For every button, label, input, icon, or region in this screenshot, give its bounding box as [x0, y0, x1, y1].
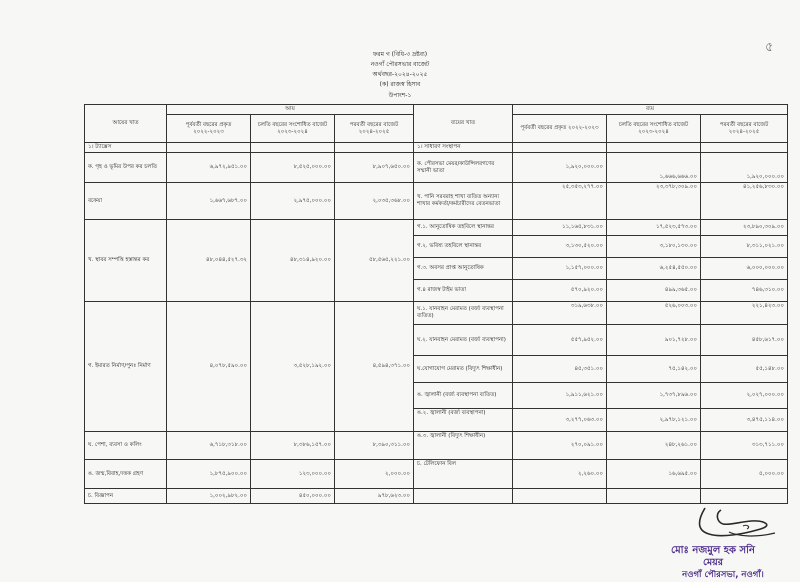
income-revised: ৮,৩৮৬,১৫৭.০০ — [251, 432, 335, 460]
expense-next: ৮,৩১১,০২১.০০ — [701, 236, 788, 258]
income-next: ২,০০০.০০ — [335, 460, 414, 489]
table-row — [85, 460, 788, 489]
expense-label: ক. পৌরসভা মেয়র/কাউন্সিলরগণের সম্মানী ভাতা — [414, 153, 513, 183]
expense-revised: ৫২৬,০০৩.০০ — [607, 302, 701, 325]
income-next: ৯৭৮,৬২৩.০০ — [335, 489, 414, 504]
income-revised: ৩,৫২৮,১৯২.০০ — [251, 302, 335, 432]
expense-revised: ৯০১,৭২৮.০০ — [607, 325, 701, 356]
budget-table — [84, 104, 788, 504]
income-next: ২,০৩৫,৩৬৮.০০ — [335, 183, 414, 220]
income-label: চ. বিজ্ঞাপন — [85, 489, 167, 504]
account-title: (ক) রাজস্ব হিসাব — [379, 81, 421, 88]
income-revised: ৪৮,৩১৪,৯২০.০০ — [251, 220, 335, 302]
income-label: ক. গৃহ ও ভূমির উপর কর চলতি — [85, 153, 167, 183]
expense-next: ৬,০০০,০০০.০০ — [701, 258, 788, 280]
expense-next: ৪১,২৫৬,৮৩০.০০ — [701, 183, 788, 220]
expense-next: ১,৯২০,০০০.০০ — [701, 153, 788, 183]
col-inc-next: পরবর্তী বছরের বাজেট ২০২৪-২০২৫ — [335, 115, 414, 143]
income-label: ঙ. জন্ম,বিবাহ,দত্তক গ্রহণ — [85, 460, 167, 489]
income-revised: ২,৯৭৫,০০০.০০ — [251, 183, 335, 220]
expense-label: খ. পানি সরবরাহ শাখা ব্যতিত অন্যান্য শাখার কর্মকর্তা/কর্মচারীদের বেতনভাতা — [414, 183, 513, 220]
expense-actual: ৩,২৭৭,০৬৩.০০ — [513, 409, 607, 432]
table-row — [85, 432, 788, 460]
col-exp-next: পরবর্তী বছরের বাজেট ২০২৪-২০২৫ — [701, 115, 788, 143]
part-title: উপাংশ-১ — [388, 92, 412, 99]
expense-actual: ২৫,৩৫৩,২৭৭.০০ — [513, 183, 607, 220]
expense-label: ঘ.যোগাযোগ মেরামত (বিদ্যুৎ শিক্ষাধীন) — [414, 356, 513, 383]
income-next: ৮,৯০৭,৬৫০.০০ — [335, 153, 414, 183]
income-actual: ১,০০২,৯৮২.০০ — [167, 489, 251, 504]
expense-label: ঙ.২. জ্বালানী (বর্জ্য ব্যবস্থাপনা) — [414, 409, 513, 432]
expense-section-label: ১। সাধারণ সংস্থাপন — [414, 143, 513, 153]
col-inc-actual: পূর্ববর্তী বছরের প্রকৃত ২০২২-২০২৩ — [167, 115, 251, 143]
income-actual: ৪৮,০৪৪,৫২৭.৩২ — [167, 220, 251, 302]
income-actual: ৬,৭১৮,৩১৮.০০ — [167, 432, 251, 460]
expense-actual: ৫৭০,৯২০.০০ — [513, 280, 607, 302]
income-label: বকেয়া — [85, 183, 167, 220]
expense-label: ঘ.২. যানবাহন মেরামত (বর্জ্য ব্যবস্থাপনা) — [414, 325, 513, 356]
expense-revised: ৪৯৯,৩৬৫.০০ — [607, 280, 701, 302]
expense-revised: ১৬,৬৯৫.০০ — [607, 460, 701, 489]
income-label: খ. স্থাবর সম্পত্তি হস্তান্তর কর — [85, 220, 167, 302]
expense-revised: ২৪৮,২৬১.০০ — [607, 432, 701, 460]
col-exp-actual: পূর্ববর্তী বছরের প্রকৃত ২০২২-২০২৩ — [513, 115, 607, 143]
income-actual: ৬,৯৭২,৯৫১.০০ — [167, 153, 251, 183]
expense-actual: ১১,১৬৫,৮৩১.০০ — [513, 220, 607, 236]
expense-label: ঙ. জ্বালানী (বর্জ্য ব্যবস্থাপনা ব্যতিত) — [414, 383, 513, 409]
expense-label: গ.৪ রাজস্ব টাইম ভাতা — [414, 280, 513, 302]
expense-revised: ১৭,৫২৩,৫৭৩.০০ — [607, 220, 701, 236]
col-exp-revised: চলতি বছরের সংশোধিত বাজেট ২০২৩-২০২৪ — [607, 115, 701, 143]
expense-next: ২২১,৪২৩.০০ — [701, 302, 788, 325]
expense-next: ২,০২৭,০০০.০০ — [701, 383, 788, 409]
col-inc-revised: চলতি বছরের সংশোধিত বাজেট ২০২৩-২০২৪ — [251, 115, 335, 143]
signatory-title: মেয়র — [703, 557, 723, 568]
expense-revised: ১,৭৩৭,৮৯৬.০০ — [607, 383, 701, 409]
expense-next: ৫,০০০.০০ — [701, 460, 788, 489]
expense-revised: ২,৯৭৮,১২১.০০ — [607, 409, 701, 432]
expense-actual: ১,৯২০,০০০.০০ — [513, 153, 607, 183]
expense-actual: ৩,১৩০,৫২০.০০ — [513, 236, 607, 258]
expense-label: গ.৩. অবসর প্রাপ্ত আনুতোষিক — [414, 258, 513, 280]
expense-label: ঘ.১. যানবাহন মেরামত (বর্জ্য ব্যবস্থাপনা ব্যতিত) — [414, 302, 513, 325]
income-actual: ১,৬৬৭,৬৮৭.০০ — [167, 183, 251, 220]
expense-label: ঙ.৩. জ্বালানী (বিদ্যুৎ শিক্ষাধীন) — [414, 432, 513, 460]
income-group-header: আয় — [167, 105, 414, 115]
expense-revised: ১,৬৬৬,৬৬৬.০০ — [607, 153, 701, 183]
expense-actual: ১,৯১১,৬২১.০০ — [513, 383, 607, 409]
income-next: ৮,৩৯০,৩১১.০০ — [335, 432, 414, 460]
table-row — [85, 153, 788, 183]
income-revised: ১২৩,০০০.০০ — [251, 460, 335, 489]
income-actual: ১,৮৭৫,৯০০.০০ — [167, 460, 251, 489]
expense-next: ৭৪৬,৩১০.০০ — [701, 280, 788, 302]
expense-revised: ৩,১৮০,১৩০.০০ — [607, 236, 701, 258]
office-title: নওগাঁ পৌরসভার বাজেট — [370, 61, 430, 68]
table-row — [85, 489, 788, 504]
expense-actual: ২,২৬০.০০ — [513, 460, 607, 489]
income-revised: ৪৫০,০০০.০০ — [251, 489, 335, 504]
income-actual: ৪,০৭৮,৫৯০.০০ — [167, 302, 251, 432]
expense-revised: ২৩,৩৭৮,৩০৯.০০ — [607, 183, 701, 220]
expense-actual: ১,১৫৭,০০০.০০ — [513, 258, 607, 280]
fiscal-year: অর্থবছর-২০২৪-২০২৫ — [372, 71, 428, 78]
income-next: ৪,৫৯৪,৩৭১.০০ — [335, 302, 414, 432]
table-row — [85, 220, 788, 236]
expense-revised: ৬,২৫৪,৫৫০.০০ — [607, 258, 701, 280]
expense-next: ৪৫৮,৬১৭.০০ — [701, 325, 788, 356]
expense-actual: ২৭০,০৯১.০০ — [513, 432, 607, 460]
handwritten-signature — [685, 500, 785, 542]
form-reference: ফরম গ (বিধি-৩ দ্রষ্টব্য) — [372, 51, 428, 58]
expense-label: গ.২. ভবিষ্য তহবিলে স্থানান্তর — [414, 236, 513, 258]
table-row — [85, 302, 788, 325]
income-label: ঘ. পেশা, ব্যবসা ও কলিং — [85, 432, 167, 460]
col-income-source: আয়ের খাত — [85, 105, 167, 143]
expense-next: ৩১৩,৭১১.০০ — [701, 432, 788, 460]
table-row — [85, 183, 788, 220]
expense-revised: ৭৫,১৪২.০০ — [607, 356, 701, 383]
expense-actual: ৩১৯,৬৩৮.০০ — [513, 302, 607, 325]
expense-label: চ. টেলিফোন বিল — [414, 460, 513, 489]
expense-next: ৫৫,১৪৮.০০ — [701, 356, 788, 383]
income-section-label: ১। ট্যাক্সেস — [85, 143, 167, 153]
expense-actual: ৪৫,৩৫১.০০ — [513, 356, 607, 383]
expense-actual: ৫৫৭,৯৫২.০০ — [513, 325, 607, 356]
income-label: গ. ইমারত নির্মাণ/পুনঃ নির্মাণ — [85, 302, 167, 432]
expense-next: ২৩,৮৯০,৩০৯.০০ — [701, 220, 788, 236]
signatory-office: নওগাঁ পৌরসভা, নওগাঁ। — [682, 570, 764, 580]
expense-next: ৩,৪৭৫,১১৪.০০ — [701, 409, 788, 432]
col-expense-head: ব্যয়ের খাত — [414, 105, 513, 143]
expense-label: গ.১. আনুতোষিক তহবিলে স্থানান্তর — [414, 220, 513, 236]
page-mark: ৫ — [765, 40, 774, 55]
income-revised: ৮,৫২৫,০০০.০০ — [251, 153, 335, 183]
income-next: ৫৮,৫৬৫,২২১.০০ — [335, 220, 414, 302]
signatory-name: মোঃ নজমুল হক সনি — [671, 545, 755, 556]
expense-group-header: ব্যয় — [513, 105, 788, 115]
